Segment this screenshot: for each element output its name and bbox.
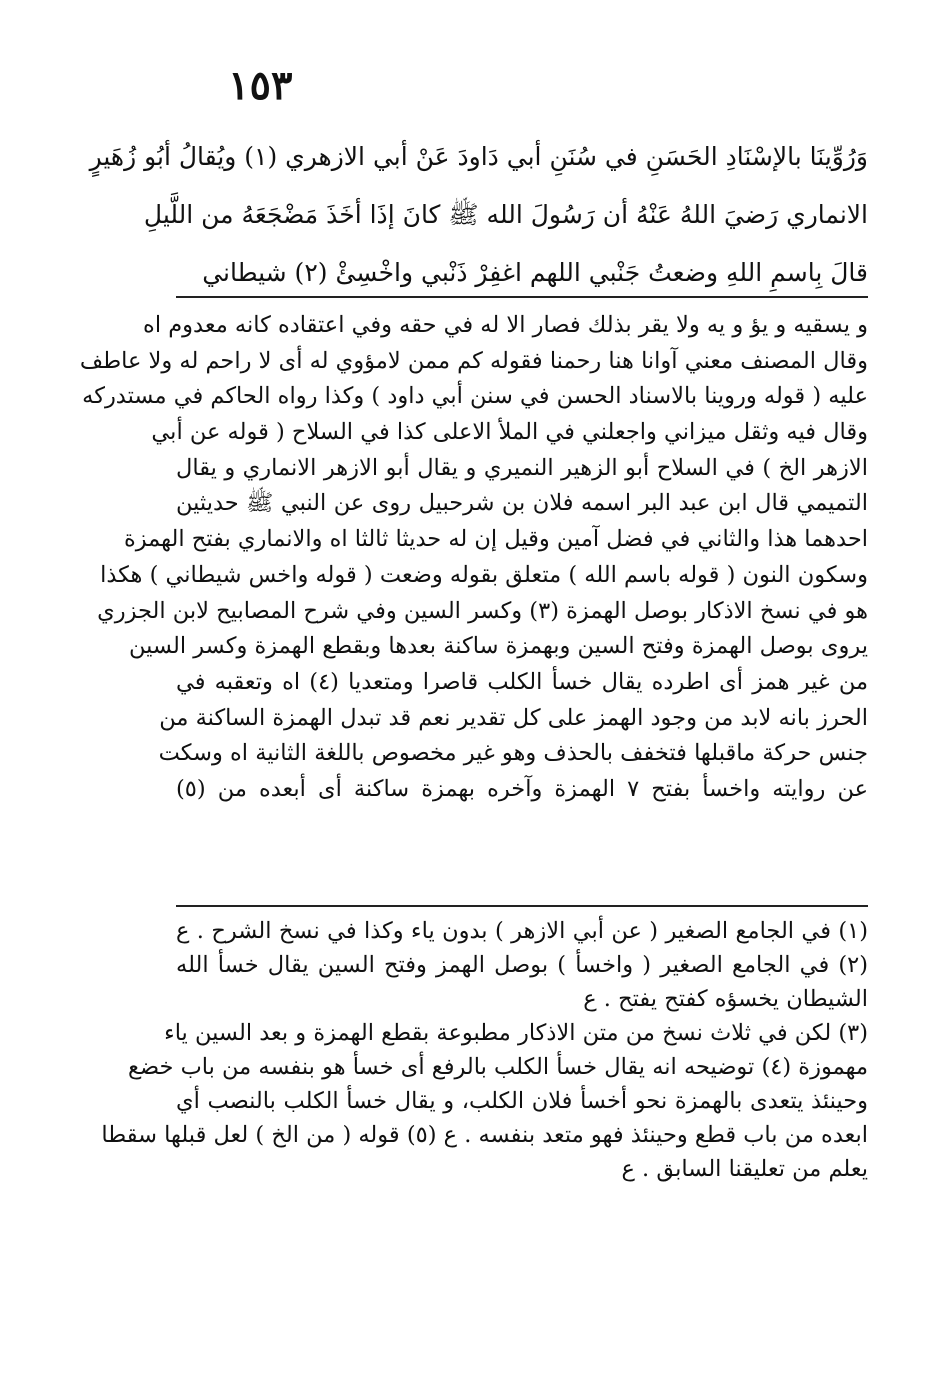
footnote-line: ابعده من باب قطع وحينئذ فهو متعد بنفسه . ع (٥) قوله ( من الخ ) لعل قبلها سقطا bbox=[101, 1122, 868, 1148]
main-text-line: قالَ بِاسمِ اللهِ وضعتُ جَنْبي اللهم اغفِرْ ذَنْبي واخْسِئْ (٢) شيطاني bbox=[202, 258, 868, 287]
footnote-line: وحينئذ يتعدى بالهمزة نحو أخسأ فلان الكلب، و يقال خسأ الكلب بالنصب أي bbox=[176, 1088, 868, 1114]
footnote-line: (٣) لكن في ثلاث نسخ من متن الاذكار مطبوعة بقطع الهمزة و بعد السين ياء bbox=[164, 1020, 868, 1046]
footnote-line: (٢) في الجامع الصغير ( واخسأ ) بوصل الهمز وفتح السين يقال خسأ الله bbox=[176, 952, 868, 978]
main-text bbox=[89, 128, 868, 302]
footnote-line: الشيطان يخسؤه كفتح يفتح . ع bbox=[583, 986, 868, 1012]
page-number: ١٥٣ bbox=[228, 62, 293, 109]
footnote-line: (١) في الجامع الصغير ( عن أبي الازهر ) بدون ياء وكذا في نسخ الشرح . ع bbox=[176, 918, 868, 944]
footnotes bbox=[101, 914, 868, 1186]
footnote-line: يعلم من تعليقنا السابق . ع bbox=[621, 1156, 868, 1182]
commentary-line: عليه ( قوله وروينا بالاسناد الحسن في سنن أبي داود ) وكذا رواه الحاكم في مستدركه bbox=[82, 383, 868, 410]
commentary-line: الحرز بانه لابد من وجود الهمز على كل تقدير نعم قد تبدل الهمزة الساكنة من bbox=[159, 704, 868, 731]
main-text-line: الانماري رَضيَ اللهُ عَنْهُ أن رَسُولَ الله ﷺ كانَ إذَا أخَذَ مَضْجَعَهُ من اللَّيلِ bbox=[143, 200, 868, 229]
footnote-line: مهموزة (٤) توضيحه انه يقال خسأ الكلب بالرفع أى خسأ هو بنفسه من باب خضع bbox=[128, 1054, 868, 1080]
commentary-line: و يسقيه و يؤ و يه ولا يقر بذلك فصار الا له في حقه وفي اعتقاده كانه معدوم اه bbox=[143, 312, 868, 338]
commentary-line: التميمي قال ابن عبد البر اسمه فلان بن شرحبيل روى عن النبي ﷺ حديثين bbox=[176, 490, 868, 517]
commentary-line: جنس حركة ماقبلها فتخفف بالحذف وهو غير مخصوص باللغة الثانية اه وسكت bbox=[158, 740, 868, 767]
commentary-line: وقال فيه وثقل ميزاني واجعلني في الملأ الاعلى كذا في السلاح ( قوله عن أبي bbox=[151, 419, 868, 446]
commentary-line: عن روايته واخسأ بفتح ٧ الهمزة وآخره بهمزة ساكنة أى أبعده من (٥) bbox=[176, 775, 868, 802]
commentary-line: يروى بوصل الهمزة وفتح السين وبهمزة ساكنة بعدها وبقطع الهمزة وكسر السين bbox=[129, 633, 868, 660]
commentary bbox=[79, 308, 868, 808]
main-text-divider bbox=[176, 296, 868, 298]
main-text-line: وَرُوِّينَا بالإسْنَادِ الحَسَنِ في سُنَنِ أبي دَاودَ عَنْ أبي الازهري (١) ويُقالُ أبُو زُهَيرٍ bbox=[89, 142, 868, 171]
commentary-line: وسكون النون ( قوله باسم الله ) متعلق بقوله وضعت ( قوله واخس شيطاني ) هكذا bbox=[100, 561, 868, 588]
commentary-line: الازهر الخ ) في السلاح أبو الزهير النميري و يقال أبو الازهر الانماري و يقال bbox=[176, 454, 868, 481]
commentary-line: هو في نسخ الاذكار بوصل الهمزة (٣) وكسر السين وفي شرح المصابيح لابن الجزري bbox=[97, 597, 868, 624]
commentary-line: وقال المصنف معني آوانا هنا رحمنا فقوله كم ممن لامؤوي له أى لا راحم له ولا عاطف bbox=[79, 347, 868, 374]
commentary-line: من غير همز أى اطرده يقال خسأ الكلب قاصرا ومتعديا (٤) اه وتعقبه في bbox=[176, 668, 868, 695]
commentary-line: احدهما هذا والثاني في فضل آمين وقيل إن له حديثا ثالثا اه والانماري بفتح الهمزة bbox=[123, 526, 868, 553]
footnote-divider bbox=[176, 905, 868, 907]
